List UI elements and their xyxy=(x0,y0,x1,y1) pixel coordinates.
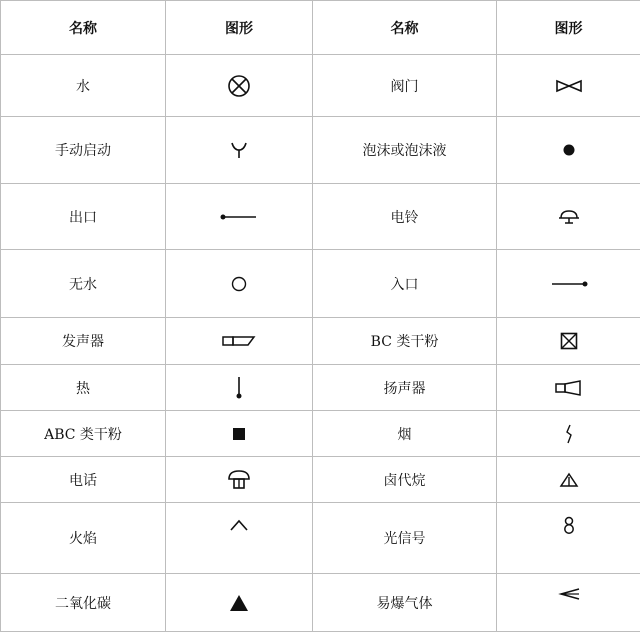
symbol-name: 火焰 xyxy=(1,503,166,574)
symbol-name: 热 xyxy=(1,365,166,411)
symbol-name: 光信号 xyxy=(313,503,497,574)
heat-icon xyxy=(234,375,244,401)
symbol-name: 易爆气体 xyxy=(313,574,497,632)
header-symbol-right: 图形 xyxy=(497,1,640,55)
symbol-name: 二氧化碳 xyxy=(1,574,166,632)
table-row xyxy=(1,574,640,632)
table-row xyxy=(1,318,640,365)
symbol-name: 泡沫或泡沫液 xyxy=(313,117,497,184)
eight-icon xyxy=(562,515,576,535)
symbol-name: 烟 xyxy=(313,411,497,457)
symbol-name: 手动启动 xyxy=(1,117,166,184)
telephone-icon xyxy=(226,468,252,492)
open-circle-icon xyxy=(230,275,248,293)
bell-icon xyxy=(556,208,582,226)
filled-triangle-icon xyxy=(228,593,250,613)
symbol-name: BC 类干粉 xyxy=(313,318,497,365)
header-row xyxy=(1,1,640,55)
symbol-name: 发声器 xyxy=(1,318,166,365)
caret-up-icon xyxy=(228,517,250,533)
sounder-icon xyxy=(221,334,257,348)
box-x-icon xyxy=(559,331,579,351)
symbol-name: 电话 xyxy=(1,457,166,503)
symbol-name: 出口 xyxy=(1,184,166,250)
symbol-name: 扬声器 xyxy=(313,365,497,411)
symbol-name: 水 xyxy=(1,55,166,117)
symbol-name: 阀门 xyxy=(313,55,497,117)
table-row xyxy=(1,117,640,184)
header-name-right: 名称 xyxy=(313,1,497,55)
symbol-name: 卤代烷 xyxy=(313,457,497,503)
symbol-name: 电铃 xyxy=(313,184,497,250)
outlet-line-icon xyxy=(219,212,259,222)
table-row xyxy=(1,411,640,457)
y-fork-icon xyxy=(228,139,250,161)
explosive-icon xyxy=(557,586,581,602)
symbol-name: ABC 类干粉 xyxy=(1,411,166,457)
filled-square-icon xyxy=(231,426,247,442)
header-name-left: 名称 xyxy=(1,1,166,55)
table-row xyxy=(1,184,640,250)
table-row xyxy=(1,250,640,318)
symbol-name: 入口 xyxy=(313,250,497,318)
table-row xyxy=(1,503,640,574)
table-row xyxy=(1,55,640,117)
filled-dot-icon xyxy=(561,142,577,158)
inlet-line-icon xyxy=(549,279,589,289)
speaker-icon xyxy=(554,379,584,397)
valve-bowtie-icon xyxy=(554,78,584,94)
header-symbol-left: 图形 xyxy=(166,1,313,55)
smoke-squiggle-icon xyxy=(563,423,575,445)
symbol-name: 无水 xyxy=(1,250,166,318)
table-row xyxy=(1,457,640,503)
table-row xyxy=(1,365,640,411)
circle-x-icon xyxy=(226,73,252,99)
triangle-dot-icon xyxy=(559,472,579,488)
